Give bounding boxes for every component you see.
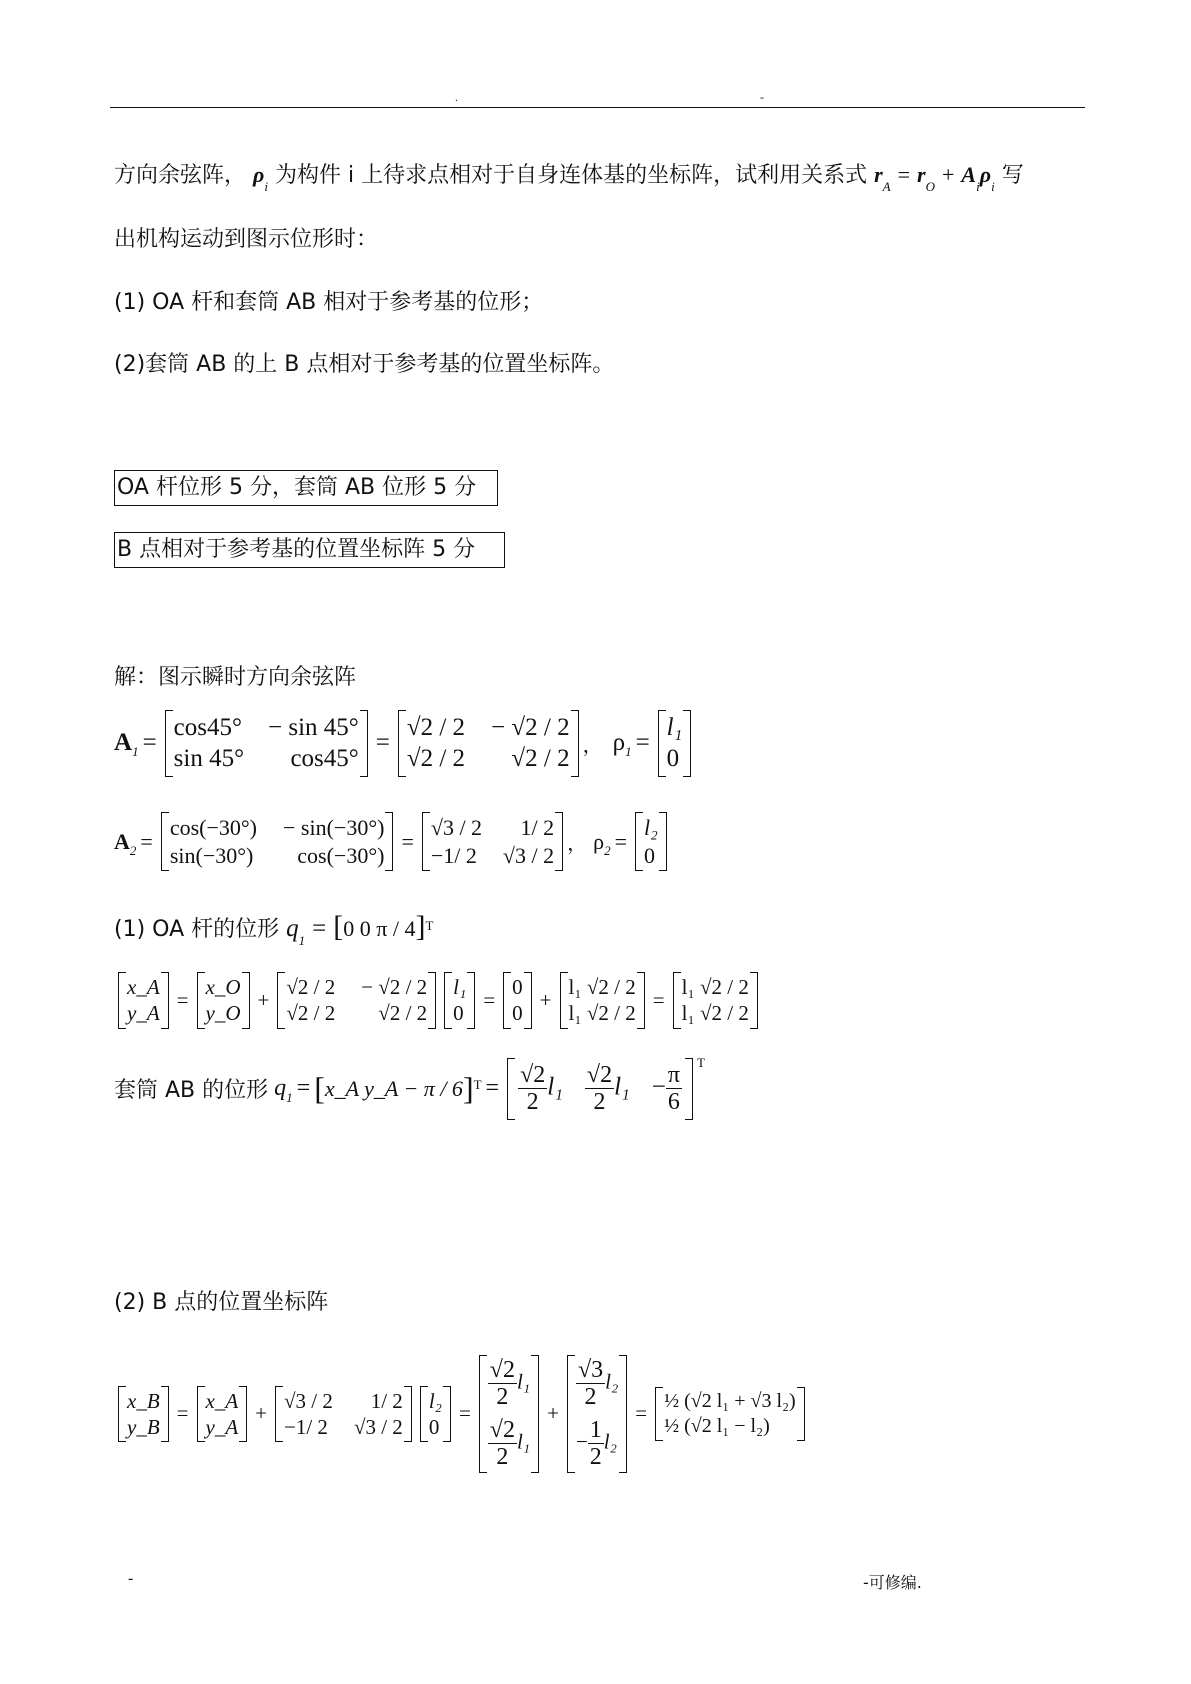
scoring-box-2: B 点相对于参考基的位置坐标阵 5 分: [114, 532, 505, 568]
a2-name: A: [114, 828, 130, 854]
eq1-vector: l₁ 0: [444, 972, 475, 1029]
eq2-matrix: √3 / 2 1/ 2 −1/ 2 √3 / 2: [275, 1386, 412, 1443]
rel-ro: r: [917, 162, 926, 187]
rel-plus: +: [941, 162, 955, 187]
header-left-mark: .: [455, 90, 458, 104]
eq1-zero: 0 0: [503, 972, 532, 1029]
header-right-mark: -: [760, 90, 764, 104]
oa-label: (1) OA 杆的位形: [114, 917, 280, 942]
eq2-frac-vector-2: $\frac{√3}{2}$ l₂ − $\frac{1}{2}$ l₂: [567, 1355, 627, 1473]
a2-trig-matrix: cos(−30°) − sin(−30°) sin(−30°) cos(−30°): [161, 812, 394, 871]
equation-position-a: x_A y_A = x_O y_O + √2 / 2 − √2 / 2 √2 / 2 √2 / 2 l₁ 0 = 0 0 + l₁ √2 / 2 l₁ √2 / 2 = l₁ √2 / 2 l₁ √2 / 2: [114, 972, 762, 1029]
intro-line-4: (2)套筒 AB 的上 B 点相对于参考基的位置坐标阵。: [114, 352, 615, 377]
intro-text-1: 方向余弦阵，: [114, 163, 247, 188]
rho2-name: ρ: [593, 828, 605, 854]
intro-line-2: 出机构运动到图示位形时：: [114, 227, 379, 252]
eq2-lhs: x_B y_B: [118, 1386, 169, 1443]
rho1-sub: 1: [625, 744, 632, 760]
ab-q: q: [274, 1075, 287, 1102]
equation-position-b: x_B y_B = x_A y_A + √3 / 2 1/ 2 −1/ 2 √3 / 2 l₂ 0 = $\frac{√2}{2}$ l₁ $\frac{√2}{2}$ l₁ + $\frac{√3}{2}$ l₂ − $\frac{1}{2}$ l₂ = ½ (√2 l₁ + √3 l₂) ½ (√2 l₁ − l₂): [114, 1355, 809, 1473]
rho2-sub: 2: [604, 842, 611, 858]
ab-q-vector: x_A y_A − π / 6: [324, 1075, 463, 1101]
ab-result: $\frac{√2}{2}$ l₁ $\frac{√2}{2}$ l₁ − $\frac{\pi}{6}$: [507, 1058, 693, 1120]
rho1-vector: l₁ 0: [658, 710, 692, 777]
eq1-result: l₁ √2 / 2 l₁ √2 / 2: [673, 972, 758, 1029]
a1-comma: ，: [582, 732, 603, 757]
oa-q: q: [286, 915, 299, 942]
a1-value-matrix: √2 / 2 − √2 / 2 √2 / 2 √2 / 2: [398, 710, 579, 777]
eq2-result: ½ (√2 l₁ + √3 l₂) ½ (√2 l₁ − l₂): [655, 1387, 805, 1441]
rho1-name: ρ: [612, 729, 626, 757]
a1-name: A: [114, 729, 133, 757]
a2-value-matrix: √3 / 2 1/ 2 −1/ 2 √3 / 2: [422, 812, 563, 871]
rel-a: A: [961, 162, 977, 187]
a2-comma: ，: [567, 831, 588, 855]
intro-text-end: 写: [1001, 163, 1024, 188]
ab-config-line: 套筒 AB 的位形 q 1 = [ x_A y_A − π / 6 ] T = $\frac{√2}{2}$ l₁ $\frac{√2}{2}$ l₁ − $\frac{\pi}{6}$ T: [114, 1058, 705, 1120]
oa-config-line: (1) OA 杆的位形 $q_1 = [0$ 0 π / 4]$^T$: [114, 910, 434, 948]
rel-r: r: [874, 162, 883, 187]
rel-ro-sub: O: [925, 179, 935, 194]
equation-a1: A 1 = cos45° − sin 45° sin 45° cos45° = √2 / 2 − √2 / 2 √2 / 2 √2 / 2 ， ρ 1 = l₁ 0: [114, 710, 695, 777]
b-position-label: (2) B 点的位置坐标阵: [114, 1290, 329, 1315]
a2-sub: 2: [129, 842, 137, 858]
ab-transpose: T: [473, 1076, 482, 1092]
eq1-lhs: x_A y_A: [118, 972, 169, 1029]
a1-sub: 1: [132, 744, 139, 760]
eq1-matrix: √2 / 2 − √2 / 2 √2 / 2 √2 / 2: [277, 972, 436, 1029]
rel-r-sub: A: [882, 179, 891, 194]
equation-a2: A 2 = cos(−30°) − sin(−30°) sin(−30°) cos(−30°) = √3 / 2 1/ 2 −1/ 2 √3 / 2 ， ρ 2 = l₂ 0: [114, 812, 671, 871]
rel-rho: ρ: [979, 162, 992, 187]
eq2-vector: l₂ 0: [420, 1386, 451, 1443]
oa-q-sub: 1: [298, 933, 306, 948]
footer-right: -可修编.: [863, 1573, 922, 1592]
oa-q-vector: 0 0 π / 4: [343, 916, 416, 941]
intro-line-3: (1) OA 杆和套筒 AB 相对于参考基的位形；: [114, 290, 544, 315]
rho-symbol: ρ: [253, 162, 265, 187]
eq1-xo: x_O y_O: [197, 972, 250, 1029]
intro-text-2: 为构件 i 上待求点相对于自身连体基的坐标阵，试利用关系式: [274, 163, 868, 188]
rel-rho-sub: i: [991, 179, 995, 194]
rho2-vector: l₂ 0: [635, 812, 667, 871]
ab-q-sub: 1: [286, 1089, 293, 1105]
scoring-box-1: OA 杆位形 5 分，套筒 AB 位形 5 分: [114, 470, 498, 506]
rel-a-sub: i: [976, 179, 980, 194]
header-rule: [110, 107, 1085, 108]
solution-title: 解：图示瞬时方向余弦阵: [114, 665, 357, 690]
rho-sub: i: [264, 179, 268, 194]
eq2-frac-vector-1: $\frac{√2}{2}$ l₁ $\frac{√2}{2}$ l₁: [479, 1355, 539, 1473]
rel-eq: =: [897, 162, 911, 187]
ab-label: 套筒 AB 的位形: [114, 1078, 269, 1104]
eq2-xa: x_A y_A: [197, 1386, 248, 1443]
intro-line-1: [114, 158, 1024, 194]
ab-result-transpose: T: [696, 1054, 705, 1070]
eq1-v2: l₁ √2 / 2 l₁ √2 / 2: [560, 972, 645, 1029]
a1-trig-matrix: cos45° − sin 45° sin 45° cos45°: [165, 710, 368, 777]
footer-left: -: [128, 1570, 134, 1587]
oa-transpose: T: [425, 918, 434, 933]
